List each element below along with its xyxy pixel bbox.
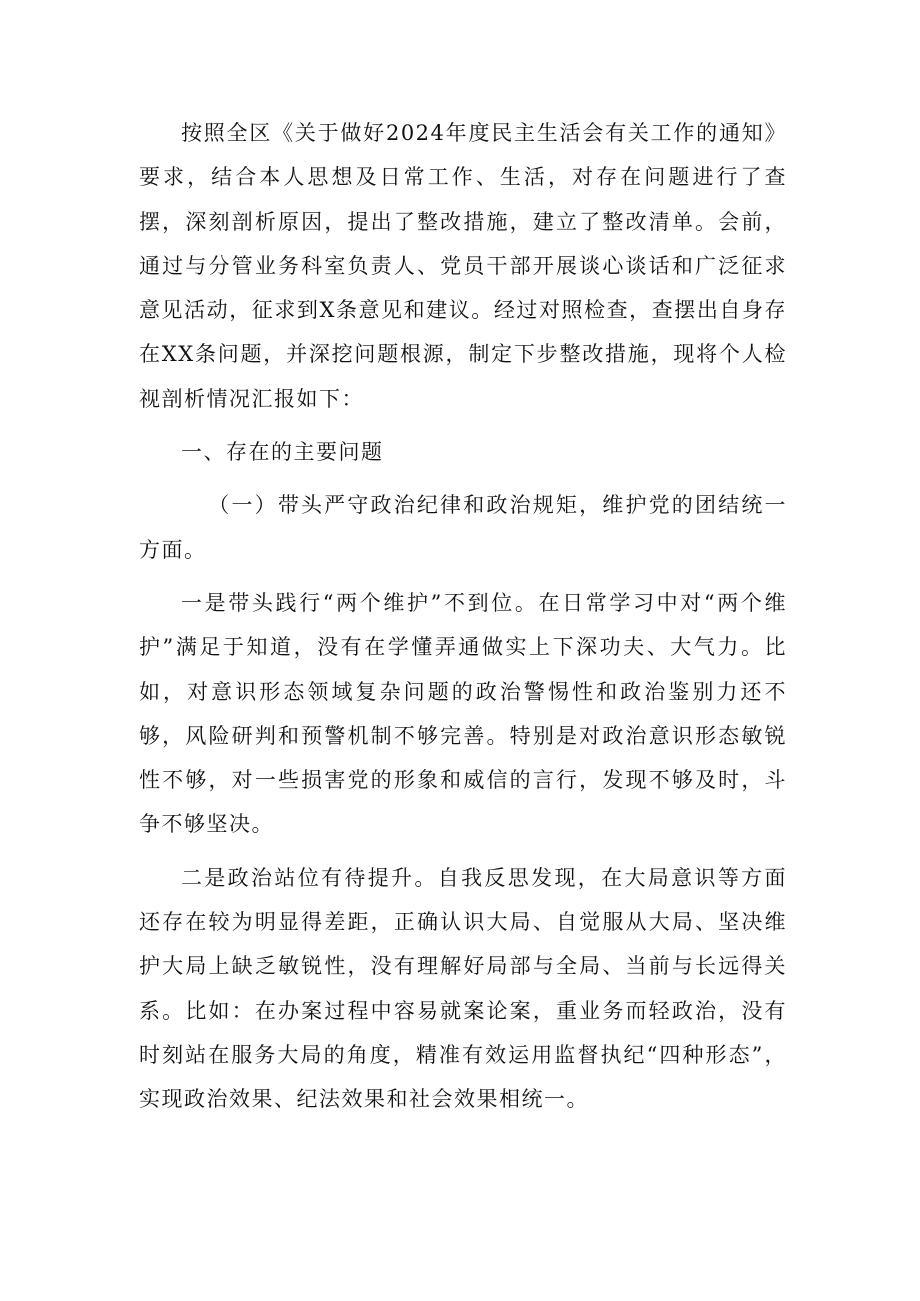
intro-paragraph: 按照全区《关于做好2024年度民主生活会有关工作的通知》要求，结合本人思想及日常工作、生活，对存在问题进行了查摆，深刻剖析原因，提出了整改措施，建立了整改清单。会前，通过与分管业务科室负责人、党员干部开展谈心谈话和广泛征求意见活动，征求到X条意见和建议。经过对照检查，查摆出自身存在XX条问题，并深挖问题根源，制定下步整改措施，现将个人检视剖析情况汇报如下： <box>139 121 787 411</box>
subsection-heading: （一）带头严守政治纪律和政治规矩，维护党的团结统一方面。 <box>139 493 787 562</box>
problem-one-paragraph: 一是带头践行“两个维护”不到位。在日常学习中对“两个维护”满足于知道，没有在学懂弄通做实上下深功夫、大气力。比如，对意识形态领域复杂问题的政治警惕性和政治鉴别力还不够，风险研判和预警机制不够完善。特别是对政治意识形态敏锐性不够，对一些损害党的形象和威信的言行，发现不够及时，斗争不够坚决。 <box>139 590 787 837</box>
problem-two-paragraph: 二是政治站位有待提升。自我反思发现，在大局意识等方面还存在较为明显得差距，正确认识大局、自觉服从大局、坚决维护大局上缺乏敏锐性，没有理解好局部与全局、当前与长远得关系。比如：在办案过程中容易就案论案，重业务而轻政治，没有时刻站在服务大局的角度，精准有效运用监督执纪“四种形态”，实现政治效果、纪法效果和社会效果相统一。 <box>139 865 787 1112</box>
document-body <box>139 111 787 1131</box>
section-heading: 一、存在的主要问题 <box>181 440 384 465</box>
